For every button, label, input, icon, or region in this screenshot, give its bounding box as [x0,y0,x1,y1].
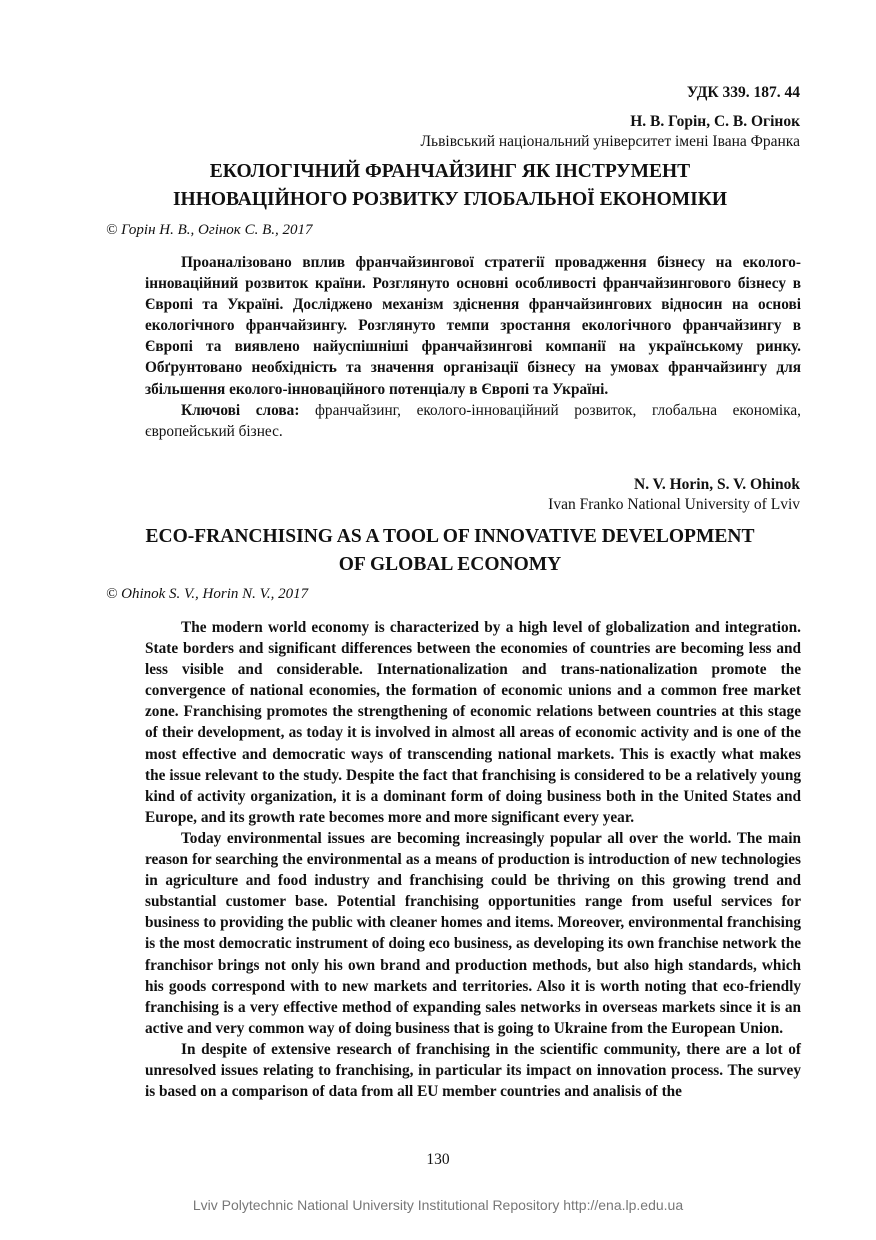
ua-title-line: ЕКОЛОГІЧНИЙ ФРАНЧАЙЗИНГ ЯК ІНСТРУМЕНТ [209,161,691,182]
ua-title-line: ІННОВАЦІЙНОГО РОЗВИТКУ ГЛОБАЛЬНОЇ ЕКОНОМІКИ [172,189,728,210]
en-title-line: OF GLOBAL ECONOMY [338,554,562,575]
keywords-label: Ключові слова: [181,401,300,419]
en-body [145,617,801,1102]
keywords: франчайзинг, еколого-інноваційний розвиток, глобальна економіка, європейський бізнес. [145,401,801,440]
en-copyright: © Ohinok S. V., Horin N. V., 2017 [106,586,309,602]
en-title-line: ECO-FRANCHISING AS A TOOL OF INNOVATIVE DEVELOPMENT [145,526,755,547]
en-title [100,523,800,579]
body-paragraph: In despite of extensive research of franchising in the scientific community, there are a lot of unresolved issues relating to franchising, in particular its impact on innovation process. The survey is based on a comparison of data from all EU member countries and analisis of the [145,1040,801,1101]
ua-affiliation: Львівський національний університет імені Івана Франка [420,133,800,150]
body-paragraph: Today environmental issues are becoming increasingly popular all over the world. The main reason for searching the environmental as a means of production is introduction of new technologies in agriculture and food industry and franchising could be thriving on this growing trend and substantial customer base. Potential franchising opportunities range from useful services for business to providing the public with cleaner homes and items. Moreover, environmental franchising is the most democratic instrument of doing eco business, as developing its own franchise network the franchisor brings not only his own brand and production methods, but also high standards, which his goods correspond with to new markets and territories. Also it is worth noting that eco-friendly franchising is a very effective method of expanding sales networks in overseas markets since it is an active and very common way of doing business that is going to Ukraine from the European Union. [145,829,801,1037]
ua-title [100,158,800,214]
ua-authors: Н. В. Горін, С. В. Огінок [630,113,800,130]
page-number: 130 [426,1151,450,1168]
ua-abstract [145,252,801,442]
abstract-text: Проаналізовано вплив франчайзингової стратегії провадження бізнесу на еколого-інноваційний розвиток країни. Розглянуто основні особливості франчайзингового бізнесу в Європі та Україні. Досліджено механізм здіснення франчайзингових відносин на основі екологічного франчайзингу. Розглянуто темпи зростання екологічного франчайзингу в Європі та виявлено найуспішніші франчайзингові компанії на українському ринку. Обґрунтовано необхідність та значення організації бізнесу на умовах франчайзингу для збільшення еколого-інноваційного потенціалу в Європі та Україні. [145,254,801,398]
en-authors: N. V. Horin, S. V. Ohinok [634,476,800,493]
en-affiliation: Ivan Franko National University of Lviv [548,496,800,513]
body-paragraph: The modern world economy is characterized by a high level of globalization and integration. State borders and significant differences between the economies of countries are becoming less and less visible and considerable. Internationalization and trans-nationalization promote the convergence of national economies, the formation of economic unions and a common free market zone. Franchising promotes the strengthening of economic relations between countries at this stage of their development, as today it is involved in almost all areas of economic activity and is one of the most effective and democratic ways of transcending national markets. This is exactly what makes the issue relevant to the study. Despite the fact that franchising is considered to be a relatively young kind of activity organization, it is a dominant form of doing business both in the United States and Europe, and its growth rate becomes more and more significant every year. [145,619,801,826]
udc-code: УДК 339. 187. 44 [686,84,800,101]
ua-copyright: © Горін Н. В., Огінок С. В., 2017 [106,222,313,238]
repository-footer: Lviv Polytechnic National University Institutional Repository http://ena.lp.edu.ua [192,1197,684,1213]
